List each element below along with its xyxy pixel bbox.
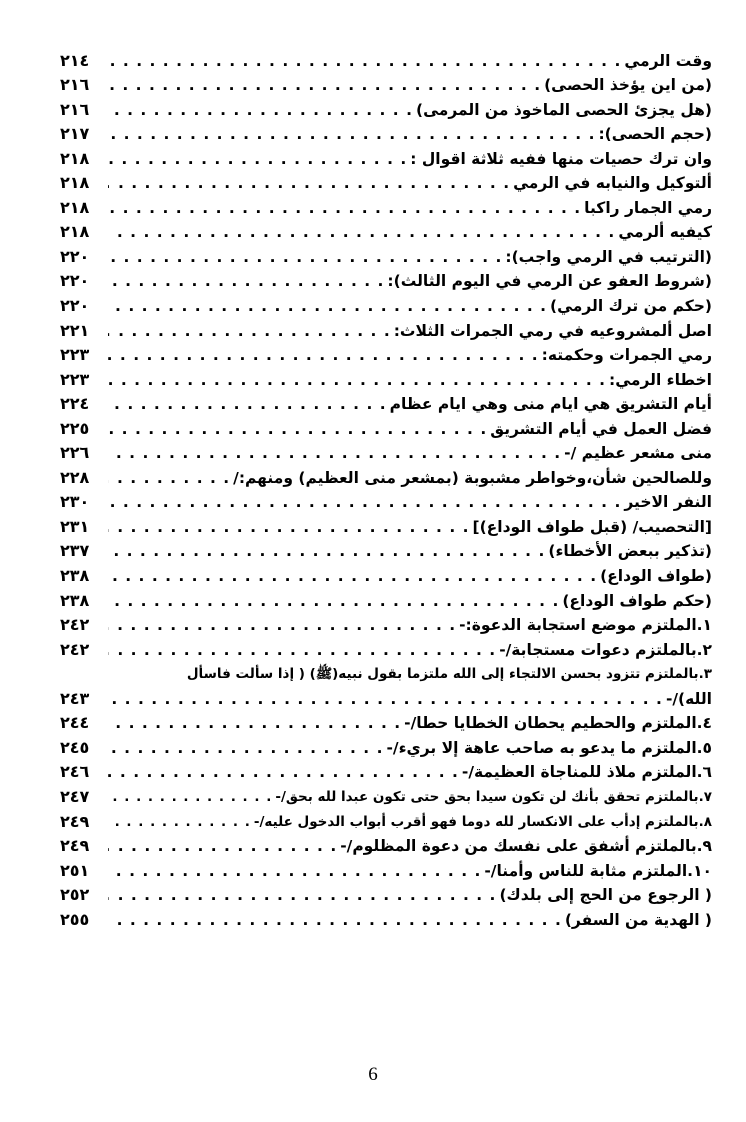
- toc-entry: [60, 144, 712, 169]
- toc-entry: [60, 316, 712, 341]
- toc-entry: [60, 267, 712, 292]
- dot-leader: [108, 419, 488, 439]
- toc-entry: [60, 660, 712, 685]
- toc-entry-page: ٢٢٥: [60, 418, 90, 438]
- dot-leader: [108, 51, 622, 71]
- toc-entry-title: وان ترك حصيات منها ففيه ثلاثة اقوال :: [410, 149, 712, 168]
- toc-entry-page: ٢٤٥: [60, 737, 90, 757]
- toc-entry: [60, 758, 712, 783]
- dot-leader: [108, 762, 460, 782]
- dot-leader: [108, 885, 497, 905]
- toc-entry: [60, 71, 712, 96]
- toc-entry-page: ٢٢٠: [60, 271, 90, 291]
- toc-entry-title: ٨.بالملتزم إدأب على الانكسار لله دوما فهو أقرب أبواب الدخول عليه/-: [253, 813, 712, 830]
- toc-entry: [60, 684, 712, 709]
- toc-entry-title: ٢.بالملتزم دعوات مستجابة/-: [499, 640, 712, 659]
- toc-entry-page: ٢٥١: [60, 860, 90, 880]
- toc-entry-title: النفر الاخير: [624, 493, 712, 512]
- toc-entry: [60, 414, 712, 439]
- toc-entry-page: ٢٣٠: [60, 492, 90, 512]
- toc-entry-page: ٢٢٦: [60, 443, 90, 463]
- toc-entry-page: ٢٤٢: [60, 639, 90, 659]
- dot-leader: [108, 541, 546, 561]
- toc-entry-title: كيفيه ألرمي: [618, 223, 712, 242]
- dot-leader: [108, 640, 497, 660]
- toc-entry: [60, 218, 712, 243]
- toc-entry: [60, 537, 712, 562]
- toc-entry-title: (حكم طواف الوداع): [562, 591, 712, 610]
- toc-entry: [60, 611, 712, 636]
- toc-entry: [60, 512, 712, 537]
- toc-entry-title: [التحصيب/ (قبل طواف الوداع)]: [472, 517, 712, 536]
- page-number: 6: [368, 1064, 378, 1085]
- toc-entry-page: ٢١٦: [60, 99, 90, 119]
- toc-entry: [60, 242, 712, 267]
- toc-entry-page: ٢١٦: [60, 75, 90, 95]
- toc-entry-page: ٢٤٣: [60, 688, 90, 708]
- toc-entry: [60, 193, 712, 218]
- toc-entry-title: أيام التشريق هي ايام منى وهي ايام عظام: [389, 395, 712, 414]
- toc-entry: [60, 120, 712, 145]
- toc-entry: [60, 709, 712, 734]
- toc-entry-title: (حكم من ترك الرمي): [550, 297, 712, 316]
- toc-entry-page: ٢١٨: [60, 148, 90, 168]
- dot-leader: [108, 124, 596, 144]
- toc-entry-title: (هل يجزئ الحصى الماخوذ من المرمى): [415, 100, 712, 119]
- toc-entry-title: (تذكير ببعض الأخطاء): [548, 542, 712, 561]
- toc-entry: [60, 439, 712, 464]
- toc-entry-page: ٢١٧: [60, 124, 90, 144]
- toc-entry: [60, 169, 712, 194]
- dot-leader: [108, 836, 338, 856]
- toc-entry: [60, 635, 712, 660]
- toc-entry: [60, 856, 712, 881]
- toc-entry-title: ٦.الملتزم ملاذ للمناجاة العظيمة/-: [461, 763, 712, 782]
- toc-entry-title: الله)/-: [665, 689, 712, 708]
- toc-entry-title: اخطاء الرمي:: [609, 370, 712, 389]
- toc-entry-page: ٢٥٥: [60, 909, 90, 929]
- dot-leader: [108, 517, 471, 537]
- dot-leader: [108, 787, 273, 807]
- toc-entry: [60, 488, 712, 513]
- toc-entry-page: ٢٢٨: [60, 467, 90, 487]
- toc-entry: [60, 782, 712, 807]
- dot-leader: [108, 738, 384, 758]
- toc-entry-title: رمي الجمرات وحكمته:: [541, 346, 712, 365]
- toc-entry-page: ٢٤٤: [60, 713, 90, 733]
- toc-entry-page: ٢٢٠: [60, 296, 90, 316]
- dot-leader: [108, 566, 598, 586]
- dot-leader: [108, 222, 616, 242]
- toc-entry-page: ٢٢٤: [60, 394, 90, 414]
- toc-entry-title: ٤.الملتزم والحطيم يحطان الخطايا حطا/-: [404, 714, 712, 733]
- toc-entry-title: ٩.بالملتزم أشفق على نفسك من دعوة المظلوم/-: [340, 837, 712, 856]
- dot-leader: [108, 296, 548, 316]
- toc-entry-title: ( الهدية من السفر): [564, 910, 712, 929]
- table-of-contents: [60, 46, 712, 930]
- toc-entry-title: (الترتيب في الرمي واجب):: [505, 247, 712, 266]
- toc-entry-page: ٢٤٦: [60, 762, 90, 782]
- toc-entry: [60, 807, 712, 832]
- dot-leader: [108, 394, 388, 414]
- dot-leader: [108, 861, 482, 881]
- dot-leader: [108, 812, 252, 832]
- dot-leader: [108, 247, 503, 267]
- dot-leader: [108, 321, 392, 341]
- toc-entry-page: ٢١٨: [60, 197, 90, 217]
- dot-leader: [108, 468, 231, 488]
- toc-entry-page: ٢١٤: [60, 50, 90, 70]
- toc-entry-page: ٢٤٩: [60, 811, 90, 831]
- toc-entry-title: (شروط العفو عن الرمي في اليوم الثالث):: [387, 272, 712, 291]
- toc-entry: [60, 341, 712, 366]
- toc-entry-page: ٢١٨: [60, 222, 90, 242]
- toc-entry: [60, 291, 712, 316]
- dot-leader: [108, 173, 511, 193]
- toc-entry-title: وللصالحين شأن،وخواطر مشبوبة (بمشعر منى العظيم) ومنهم:/: [233, 468, 712, 487]
- toc-entry: [60, 365, 712, 390]
- dot-leader: [108, 910, 563, 930]
- toc-entry-page: ٢٤٢: [60, 615, 90, 635]
- dot-leader: [108, 370, 607, 390]
- toc-entry-title: ٥.الملتزم ما يدعو به صاحب عاهة إلا بريء/-: [386, 738, 712, 757]
- toc-entry: [60, 463, 712, 488]
- toc-entry-page: ٢٣٨: [60, 590, 90, 610]
- toc-entry-title: رمي الجمار راكبا: [584, 198, 712, 217]
- toc-entry-page: ٢١٨: [60, 173, 90, 193]
- dot-leader: [108, 615, 457, 635]
- toc-entry-title: ١.الملتزم موضع استجابة الدعوة:-: [459, 616, 712, 635]
- toc-entry-title: (طواف الوداع): [600, 567, 712, 586]
- dot-leader: [108, 149, 408, 169]
- dot-leader: [108, 591, 560, 611]
- dot-leader: [108, 100, 414, 120]
- toc-entry-page: ٢٥٢: [60, 885, 90, 905]
- dot-leader: [108, 271, 385, 291]
- toc-entry-title: ١٠.الملتزم مثابة للناس وأمنا/-: [484, 861, 712, 880]
- toc-entry-page: ٢٢٣: [60, 345, 90, 365]
- toc-entry-title: ( الرجوع من الحج إلى بلدك): [499, 886, 712, 905]
- toc-entry: [60, 586, 712, 611]
- toc-entry-title: ٣.بالملتزم تتزود بحسن الالتجاء إلى الله ملتزما بقول نبيه(ﷺ) ( إذا سألت فاسأل: [186, 666, 712, 683]
- toc-entry-page: ٢٣٧: [60, 541, 90, 561]
- toc-entry-title: اصل ألمشروعيه في رمي الجمرات الثلاث:: [393, 321, 712, 340]
- toc-entry: [60, 832, 712, 857]
- toc-entry: [60, 733, 712, 758]
- toc-entry-page: ٢٢٠: [60, 246, 90, 266]
- toc-entry: [60, 881, 712, 906]
- toc-entry-page: ٢٤٧: [60, 786, 90, 806]
- toc-entry: [60, 905, 712, 930]
- dot-leader: [108, 345, 540, 365]
- toc-entry: [60, 390, 712, 415]
- toc-entry-page: ٢٤٩: [60, 836, 90, 856]
- dot-leader: [108, 492, 622, 512]
- toc-entry: [60, 561, 712, 586]
- dot-leader: [108, 198, 582, 218]
- toc-entry: [60, 46, 712, 71]
- toc-entry-title: فضل العمل في أيام التشريق: [490, 419, 712, 438]
- dot-leader: [108, 713, 402, 733]
- toc-entry-page: ٢٣١: [60, 516, 90, 536]
- toc-entry: [60, 95, 712, 120]
- toc-entry-title: منى مشعر عظيم /-: [564, 444, 712, 463]
- toc-entry-title: (حجم الحصى):: [598, 125, 712, 144]
- toc-entry-title: ٧.بالملتزم تحقق بأنك لن تكون سيدا بحق حتى تكون عبدا لله بحق/-: [275, 788, 712, 805]
- dot-leader: [108, 443, 562, 463]
- toc-entry-title: وقت الرمي: [624, 51, 712, 70]
- toc-entry-title: (من اين يؤخذ الحصى): [544, 76, 712, 95]
- toc-entry-page: ٢٢١: [60, 320, 90, 340]
- toc-entry-page: ٢٣٨: [60, 566, 90, 586]
- toc-entry-title: ألتوكيل والنيابه في الرمي: [513, 174, 712, 193]
- dot-leader: [108, 75, 542, 95]
- toc-entry-page: ٢٢٣: [60, 369, 90, 389]
- dot-leader: [108, 689, 664, 709]
